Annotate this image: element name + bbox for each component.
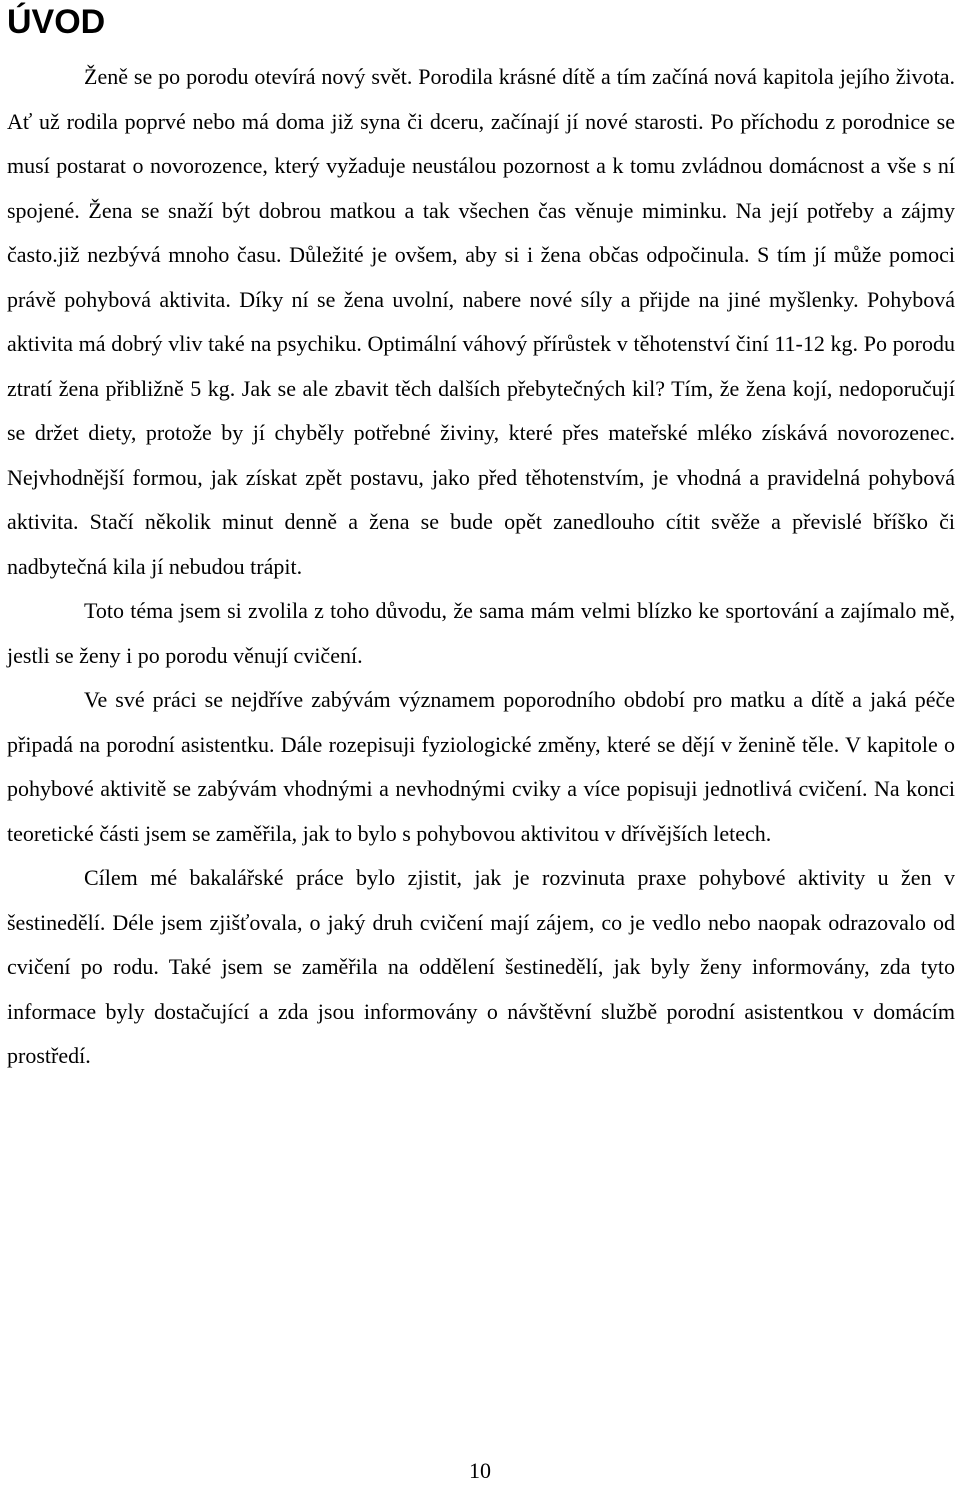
- page-number: 10: [469, 1458, 491, 1483]
- paragraph-2: Toto téma jsem si zvolila z toho důvodu, že sama mám velmi blízko ke sportování a zajímalo mě, jestli se ženy i po porodu věnují cvičení.: [7, 598, 955, 668]
- paragraph-3: Ve své práci se nejdříve zabývám významem poporodního období pro matku a dítě a jaká péče připadá na porodní asistentku. Dále rozepisuji fyziologické změny, které se dějí v ženině těle. V kapitole o pohybové aktivitě se zabývám vhodnými a nevhodnými cviky a více popisuji jednotlivá cvičení. Na konci teoretické části jsem se zaměřila, jak to bylo s pohybovou aktivitou v dřívějších letech.: [7, 687, 955, 846]
- section-heading: ÚVOD: [7, 3, 106, 41]
- body-text: [7, 55, 955, 1079]
- paragraph-1: Ženě se po porodu otevírá nový svět. Porodila krásné dítě a tím začíná nová kapitola jejího života. Ať už rodila poprvé nebo má doma již syna či dceru, začínají jí nové starosti. Po příchodu z porodnice se musí postarat o novorozence, který vyžaduje neustálou pozornost a k tomu zvládnou domácnost a vše s ní spojené. Žena se snaží být dobrou matkou a tak všechen čas věnuje miminku. Na její potřeby a zájmy často.již nezbývá mnoho času. Důležité je ovšem, aby si i žena občas odpočinula. S tím jí může pomoci právě pohybová aktivita. Díky ní se žena uvolní, nabere nové síly a přijde na jiné myšlenky. Pohybová aktivita má dobrý vliv také na psychiku. Optimální váhový přírůstek v těhotenství činí 11-12 kg. Po porodu ztratí žena přibližně 5 kg. Jak se ale zbavit těch dalších přebytečných kil? Tím, že žena kojí, nedoporučují se držet diety, protože by jí chyběly potřebné živiny, které přes mateřské mléko získává novorozenec. Nejvhodnější formou, jak získat zpět postavu, jako před těhotenstvím, je vhodná a pravidelná pohybová aktivita. Stačí několik minut denně a žena se bude opět zanedlouho cítit svěže a převislé bříško či nadbytečná kila jí nebudou trápit.: [7, 64, 955, 579]
- paragraph-4: Cílem mé bakalářské práce bylo zjistit, jak je rozvinuta praxe pohybové aktivity u žen v šestinedělí. Déle jsem zjišťovala, o jaký druh cvičení mají zájem, co je vedlo nebo naopak odrazovalo od cvičení po rodu. Také jsem se zaměřila na oddělení šestinedělí, jak byly ženy informovány, zda tyto informace byly dostačující a zda jsou informovány o návštěvní službě porodní asistentkou v domácím prostředí.: [7, 865, 955, 1068]
